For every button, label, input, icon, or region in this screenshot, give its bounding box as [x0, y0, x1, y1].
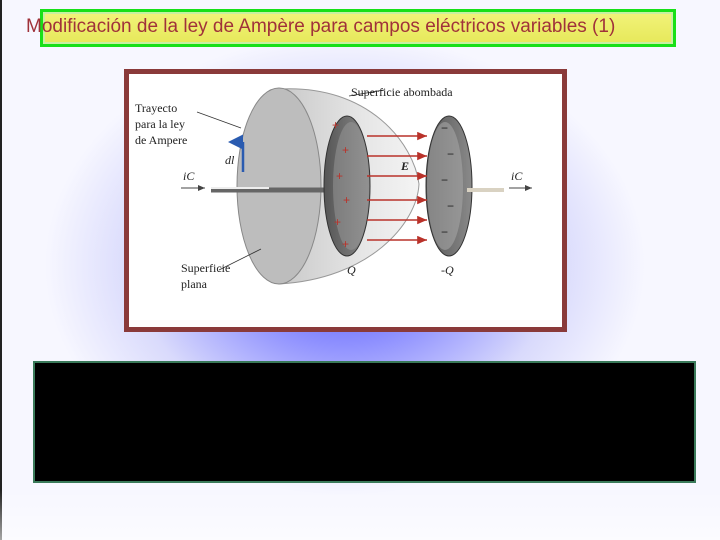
svg-text:+: + [342, 237, 350, 251]
svg-text:+: + [343, 193, 351, 207]
svg-text:+: + [342, 143, 350, 157]
label-bulged-surface: Superficie abombada [351, 85, 453, 99]
svg-text:−: − [447, 199, 455, 213]
label-charge-negative: -Q [441, 263, 454, 277]
black-content-box [33, 361, 696, 483]
label-dl: dl [225, 153, 235, 167]
label-path-line3: de Ampere [135, 133, 188, 147]
label-charge-positive: Q [347, 263, 356, 277]
capacitor-figure [124, 69, 567, 332]
label-ic-left: iC [183, 169, 195, 183]
label-flat-surface-line1: Superficie [181, 261, 231, 275]
label-electric-field: E [401, 159, 410, 173]
svg-text:−: − [441, 225, 449, 239]
label-flat-surface-line2: plana [181, 277, 207, 291]
svg-text:−: − [441, 173, 449, 187]
label-path-line2: para la ley [135, 117, 185, 131]
svg-text:+: + [336, 169, 344, 183]
bottom-fade [0, 490, 720, 540]
label-path-line1: Trayecto [135, 101, 178, 115]
svg-text:+: + [334, 215, 342, 229]
ampere-capacitor-diagram [129, 74, 562, 327]
svg-text:+: + [332, 118, 340, 132]
label-ic-right: iC [511, 169, 523, 183]
svg-text:−: − [447, 147, 455, 161]
slide-title: Modificación de la ley de Ampère para campos eléctricos variables (1) [26, 16, 616, 37]
svg-text:−: − [441, 121, 449, 135]
